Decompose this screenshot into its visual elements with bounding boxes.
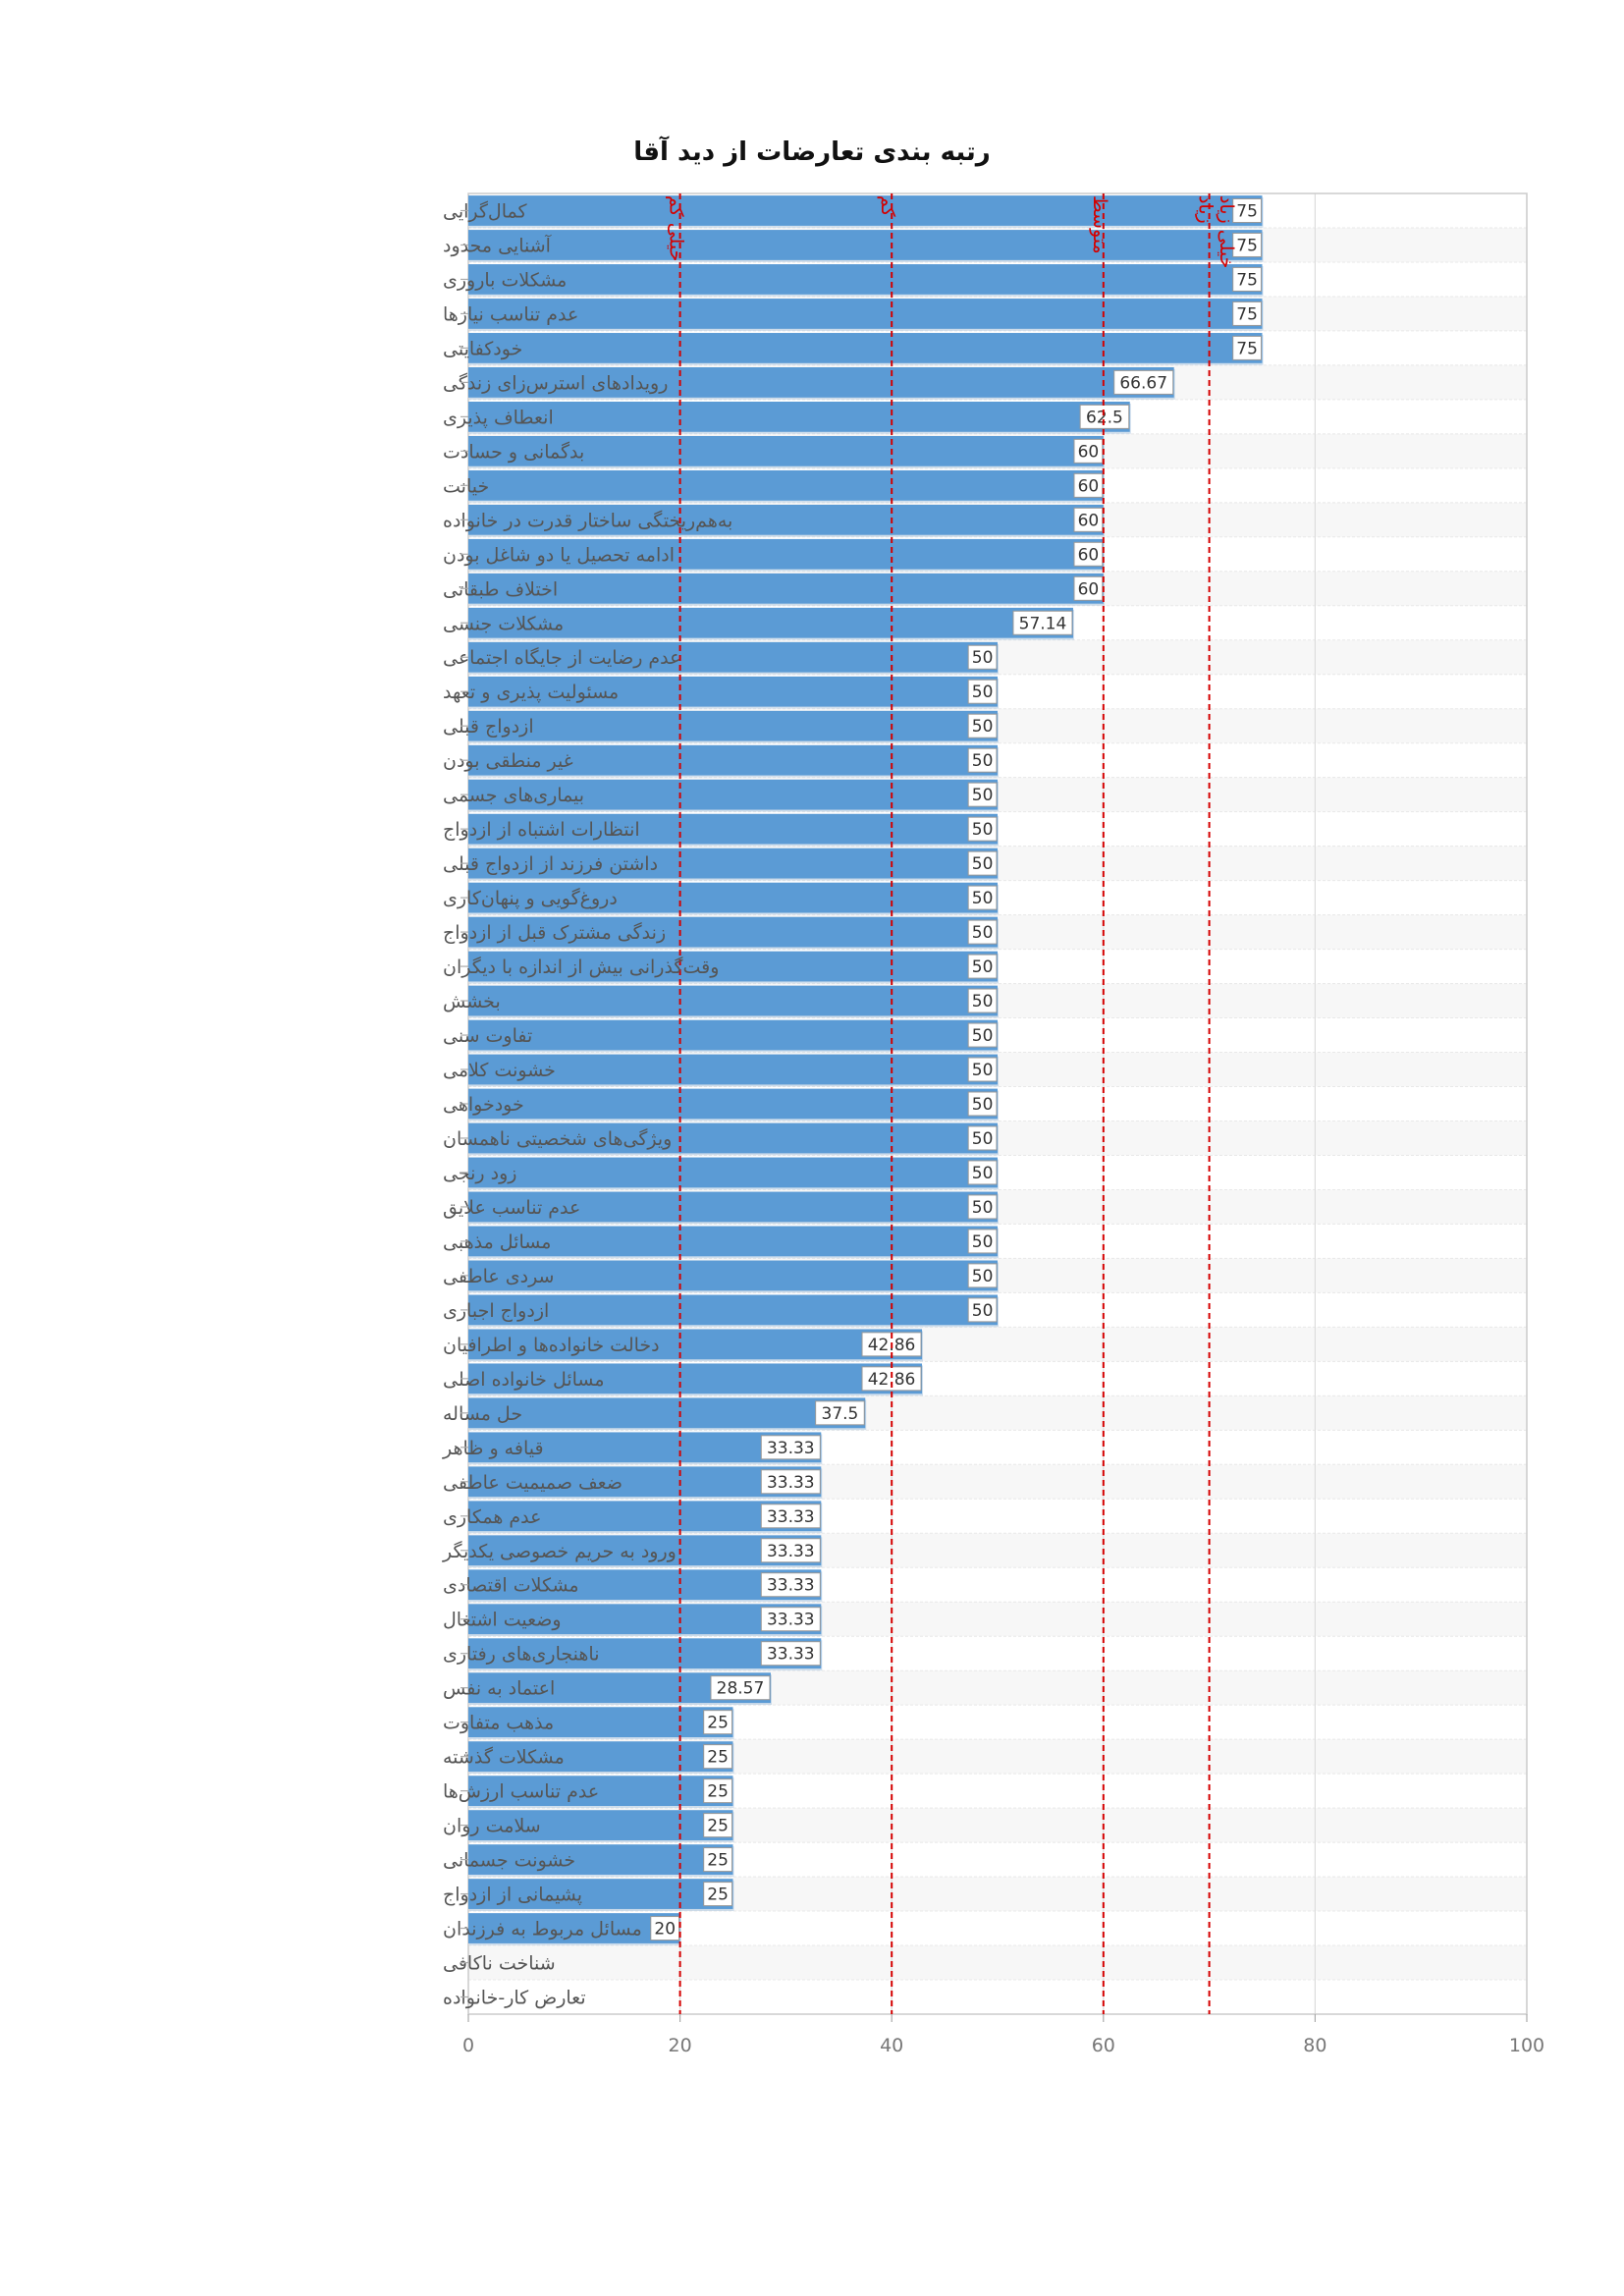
category-label: دروغ‌گویی و پنهان‌کاری <box>443 888 618 910</box>
category-label: دخالت خانواده‌ها و اطرافیان <box>443 1334 660 1356</box>
category-label: قیافه و ظاهر <box>443 1437 544 1459</box>
category-label: مشکلات جنسی <box>443 613 565 635</box>
data-label: 50 <box>971 923 994 944</box>
data-label: 50 <box>971 786 994 806</box>
data-label: 50 <box>971 1197 994 1218</box>
row-band <box>468 1945 1527 1980</box>
category-label: ادامه تحصیل یا دو شاغل بودن <box>443 544 675 567</box>
category-label: اعتماد به نفس <box>443 1677 556 1700</box>
category-label: خشونت کلامی <box>443 1060 556 1082</box>
data-label: 25 <box>707 1850 729 1871</box>
category-label: حل مساله <box>443 1402 523 1425</box>
reference-line-label: خیلی کم <box>665 195 687 262</box>
bar <box>468 264 1263 295</box>
data-label: 50 <box>971 1026 994 1047</box>
data-label: 50 <box>971 1266 994 1286</box>
category-label: عدم همکاری <box>443 1505 542 1528</box>
category-label: سلامت روان <box>443 1815 541 1837</box>
category-label: ضعف صمیمیت عاطفی <box>443 1471 623 1494</box>
category-label: ناهنجاری‌های رفتاری <box>443 1643 600 1666</box>
data-label: 33.33 <box>766 1472 815 1493</box>
reference-line-label: کم <box>877 195 899 217</box>
category-label: مشکلات باروری <box>443 269 568 292</box>
category-label: به‌هم‌ریختگی ساختار قدرت در خانواده <box>443 510 733 532</box>
bar <box>468 470 1104 501</box>
category-label: عدم تناسب علایق <box>443 1196 581 1219</box>
data-label: 33.33 <box>766 1506 815 1527</box>
data-label: 50 <box>971 820 994 841</box>
data-label: 33.33 <box>766 1438 815 1458</box>
category-label: مسائل مربوط به فرزندان <box>443 1918 642 1941</box>
category-label: خشونت جسمانی <box>443 1849 576 1872</box>
bar <box>468 1089 998 1120</box>
category-label: غیر منطقی بودن <box>443 750 573 773</box>
data-label: 62.5 <box>1086 408 1123 428</box>
bar <box>468 333 1263 363</box>
bar <box>468 195 1263 226</box>
category-label: ازدواج اجباری <box>443 1299 550 1322</box>
category-label: سردی عاطفی <box>443 1265 555 1287</box>
data-label: 75 <box>1236 236 1258 256</box>
data-label: 42.86 <box>867 1335 916 1355</box>
bar <box>468 1397 865 1428</box>
data-label: 60 <box>1077 442 1100 463</box>
data-label: 60 <box>1077 476 1100 497</box>
category-label: رویدادهای استرس‌زای زندگی <box>443 372 669 395</box>
reference-line-label: متوسط <box>1088 195 1110 254</box>
reference-line-label: خیلی زیاد <box>1216 195 1238 269</box>
data-label: 50 <box>971 1163 994 1183</box>
data-label: 60 <box>1077 511 1100 531</box>
x-tick-label: 0 <box>461 2035 475 2056</box>
category-label: زندگی مشترک قبل از ازدواج <box>443 922 667 945</box>
bar <box>468 711 998 741</box>
category-label: تفاوت سنی <box>443 1025 533 1048</box>
category-label: خیانت <box>443 475 490 498</box>
bar <box>468 402 1130 432</box>
x-tick-label: 100 <box>1508 2035 1545 2056</box>
data-label: 25 <box>707 1885 729 1905</box>
category-label: ازدواج قبلی <box>443 716 534 738</box>
x-tick-label: 60 <box>1091 2035 1115 2056</box>
category-label: مشکلات اقتصادی <box>443 1574 579 1597</box>
reference-line-label: زیاد <box>1194 195 1217 224</box>
data-label: 50 <box>971 648 994 669</box>
category-label: مسائل مذهبی <box>443 1230 552 1253</box>
category-label: وقت‌گذرانی بیش از اندازه با دیگران <box>443 957 720 979</box>
data-label: 75 <box>1236 339 1258 359</box>
category-label: مسائل خانواده اصلی <box>443 1368 605 1391</box>
data-label: 50 <box>971 683 994 703</box>
bar <box>468 1020 998 1051</box>
data-label: 50 <box>971 1128 994 1149</box>
category-label: پشیمانی از ازدواج <box>443 1884 583 1906</box>
category-label: زود رنجی <box>443 1162 517 1184</box>
data-label: 33.33 <box>766 1575 815 1596</box>
data-label: 50 <box>971 889 994 909</box>
category-label: مذهب متفاوت <box>443 1712 555 1734</box>
data-label: 37.5 <box>821 1403 859 1424</box>
category-label: انتظارات اشتباه از ازدواج <box>443 819 640 842</box>
category-label: بخشش <box>443 991 501 1013</box>
data-label: 33.33 <box>766 1610 815 1630</box>
bar <box>468 299 1263 329</box>
category-label: عدم تناسب نیازها <box>443 303 579 326</box>
category-label: عدم رضایت از جایگاه اجتماعی <box>443 647 681 670</box>
data-label: 50 <box>971 1231 994 1252</box>
data-label: 57.14 <box>1018 614 1067 634</box>
category-label: کمال‌گرایی <box>443 200 527 223</box>
bar <box>468 574 1104 604</box>
data-label: 50 <box>971 1300 994 1321</box>
category-label: تعارض کار-خانواده <box>443 1987 586 2009</box>
bar <box>468 230 1263 260</box>
data-label: 50 <box>971 1061 994 1081</box>
data-label: 50 <box>971 854 994 875</box>
category-label: خودکفایتی <box>443 338 523 360</box>
data-label: 50 <box>971 717 994 738</box>
data-label: 50 <box>971 751 994 772</box>
data-label: 25 <box>707 1816 729 1836</box>
x-tick-label: 20 <box>668 2035 692 2056</box>
data-label: 20 <box>654 1919 677 1940</box>
category-label: اختلاف طبقاتی <box>443 578 559 601</box>
x-tick-label: 80 <box>1303 2035 1327 2056</box>
category-label: عدم تناسب ارزش‌ها <box>443 1780 600 1803</box>
category-label: خودخواهی <box>443 1094 524 1116</box>
bar <box>468 986 998 1016</box>
data-label: 33.33 <box>766 1541 815 1561</box>
bar <box>468 1158 998 1188</box>
category-label: ورود به حریم خصوصی یکدیگر <box>443 1540 677 1562</box>
category-label: ویژگی‌های شخصیتی ناهمسان <box>443 1127 673 1150</box>
category-label: مشکلات گذشته <box>443 1746 565 1769</box>
x-tick-label: 40 <box>880 2035 904 2056</box>
data-label: 60 <box>1077 545 1100 566</box>
data-label: 50 <box>971 1095 994 1115</box>
category-label: شناخت ناکافی <box>443 1952 556 1975</box>
data-label: 50 <box>971 992 994 1012</box>
data-label: 50 <box>971 957 994 978</box>
data-label: 25 <box>707 1747 729 1768</box>
category-label: بیماری‌های جسمی <box>443 785 585 807</box>
category-label: مسئولیت پذیری و تعهد <box>443 682 620 704</box>
data-label: 25 <box>707 1781 729 1802</box>
data-label: 33.33 <box>766 1644 815 1665</box>
category-label: داشتن فرزند از ازدواج قبلی <box>443 853 659 876</box>
data-label: 75 <box>1236 304 1258 325</box>
chart-title: رتبه بندی تعارضات از دید آقا <box>633 137 991 167</box>
data-label: 75 <box>1236 270 1258 291</box>
data-label: 60 <box>1077 579 1100 600</box>
data-label: 75 <box>1236 201 1258 222</box>
data-label: 66.67 <box>1119 373 1168 394</box>
data-label: 25 <box>707 1713 729 1733</box>
category-label: آشنایی محدود <box>443 235 551 257</box>
category-label: وضعیت اشتغال <box>443 1609 562 1631</box>
category-label: انعطاف پذیری <box>443 407 554 429</box>
category-label: بدگمانی و حسادت <box>443 441 585 464</box>
data-label: 42.86 <box>867 1369 916 1390</box>
data-label: 28.57 <box>716 1678 765 1699</box>
